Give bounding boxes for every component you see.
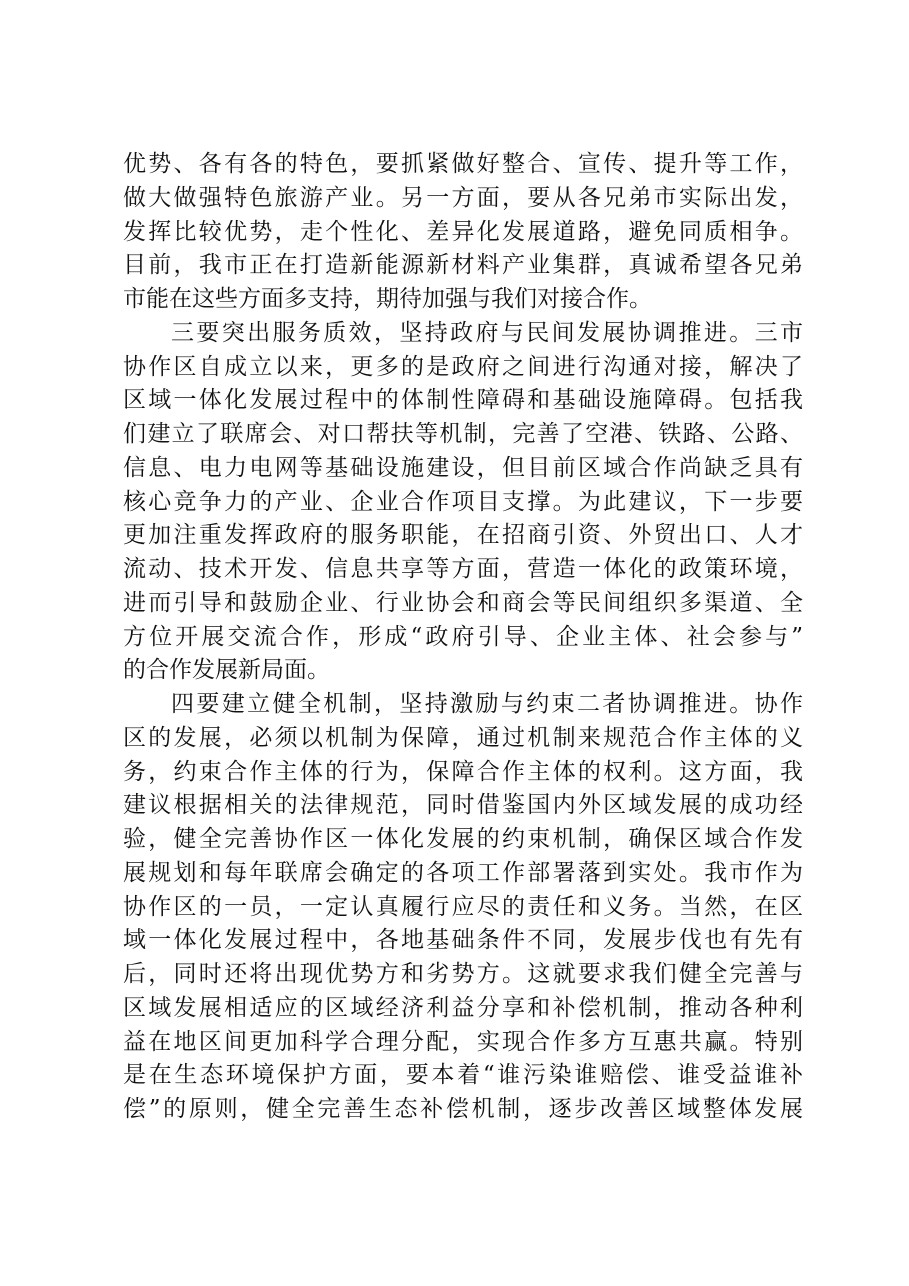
text-line: 流动、技术开发、信息共享等方面，营造一体化的政策环境，: [123, 556, 803, 582]
text-line: 方位开展交流合作，形成“政府引导、企业主体、社会参与”: [123, 623, 803, 650]
paragraph-start-line: 四要建立健全机制，坚持激励与约束二者协调推进。协作: [171, 691, 803, 717]
text-line: 核心竞争力的产业、企业合作项目支撑。为此建议，下一步要: [123, 488, 803, 515]
text-line: 益在地区间更加科学合理分配，实现合作多方互惠共赢。特别: [123, 1028, 803, 1055]
text-line: 发挥比较优势，走个性化、差异化发展道路，避免同质相争。: [123, 218, 803, 245]
text-line: 做大做强特色旅游产业。另一方面，要从各兄弟市实际出发，: [123, 184, 803, 211]
text-line: 区域发展相适应的区域经济利益分享和补偿机制，推动各种利: [123, 994, 803, 1021]
text-line: 是在生态环境保护方面，要本着“谁污染谁赔偿、谁受益谁补: [123, 1062, 803, 1089]
text-line: 建议根据相关的法律规范，同时借鉴国内外区域发展的成功经: [123, 792, 803, 819]
text-line: 域一体化发展过程中，各地基础条件不同，发展步伐也有先有: [123, 927, 803, 954]
text-line: 偿”的原则，健全完善生态补偿机制，逐步改善区域整体发展: [123, 1096, 803, 1122]
text-line: 们建立了联席会、对口帮扶等机制，完善了空港、铁路、公路、: [123, 421, 803, 447]
text-line: 优势、各有各的特色，要抓紧做好整合、宣传、提升等工作，: [123, 151, 803, 177]
text-line: 务，约束合作主体的行为，保障合作主体的权利。这方面，我: [123, 758, 803, 785]
text-line: 验，健全完善协作区一体化发展的约束机制，确保区域合作发: [123, 826, 803, 852]
text-line: 信息、电力电网等基础设施建设，但目前区域合作尚缺乏具有: [123, 454, 803, 481]
paragraph-start-line: 三要突出服务质效，坚持政府与民间发展协调推进。三市: [171, 319, 803, 346]
text-line: 后，同时还将出现优势方和劣势方。这就要求我们健全完善与: [123, 961, 803, 987]
text-line: 市能在这些方面多支持，期待加强与我们对接合作。: [123, 286, 652, 312]
text-line: 进而引导和鼓励企业、行业协会和商会等民间组织多渠道、全: [123, 589, 803, 616]
text-line: 的合作发展新局面。: [123, 657, 330, 684]
text-line: 协作区自成立以来，更多的是政府之间进行沟通对接，解决了: [123, 353, 803, 380]
body-text: [123, 148, 803, 1127]
text-line: 展规划和每年联席会确定的各项工作部署落到实处。我市作为: [123, 859, 803, 886]
text-line: 区域一体化发展过程中的体制性障碍和基础设施障碍。包括我: [123, 387, 803, 414]
text-line: 协作区的一员，一定认真履行应尽的责任和义务。当然，在区: [123, 893, 803, 920]
text-line: 区的发展，必须以机制为保障，通过机制来规范合作主体的义: [123, 724, 803, 751]
text-line: 更加注重发挥政府的服务职能，在招商引资、外贸出口、人才: [123, 522, 803, 549]
text-line: 目前，我市正在打造新能源新材料产业集群，真诚希望各兄弟: [123, 252, 803, 279]
